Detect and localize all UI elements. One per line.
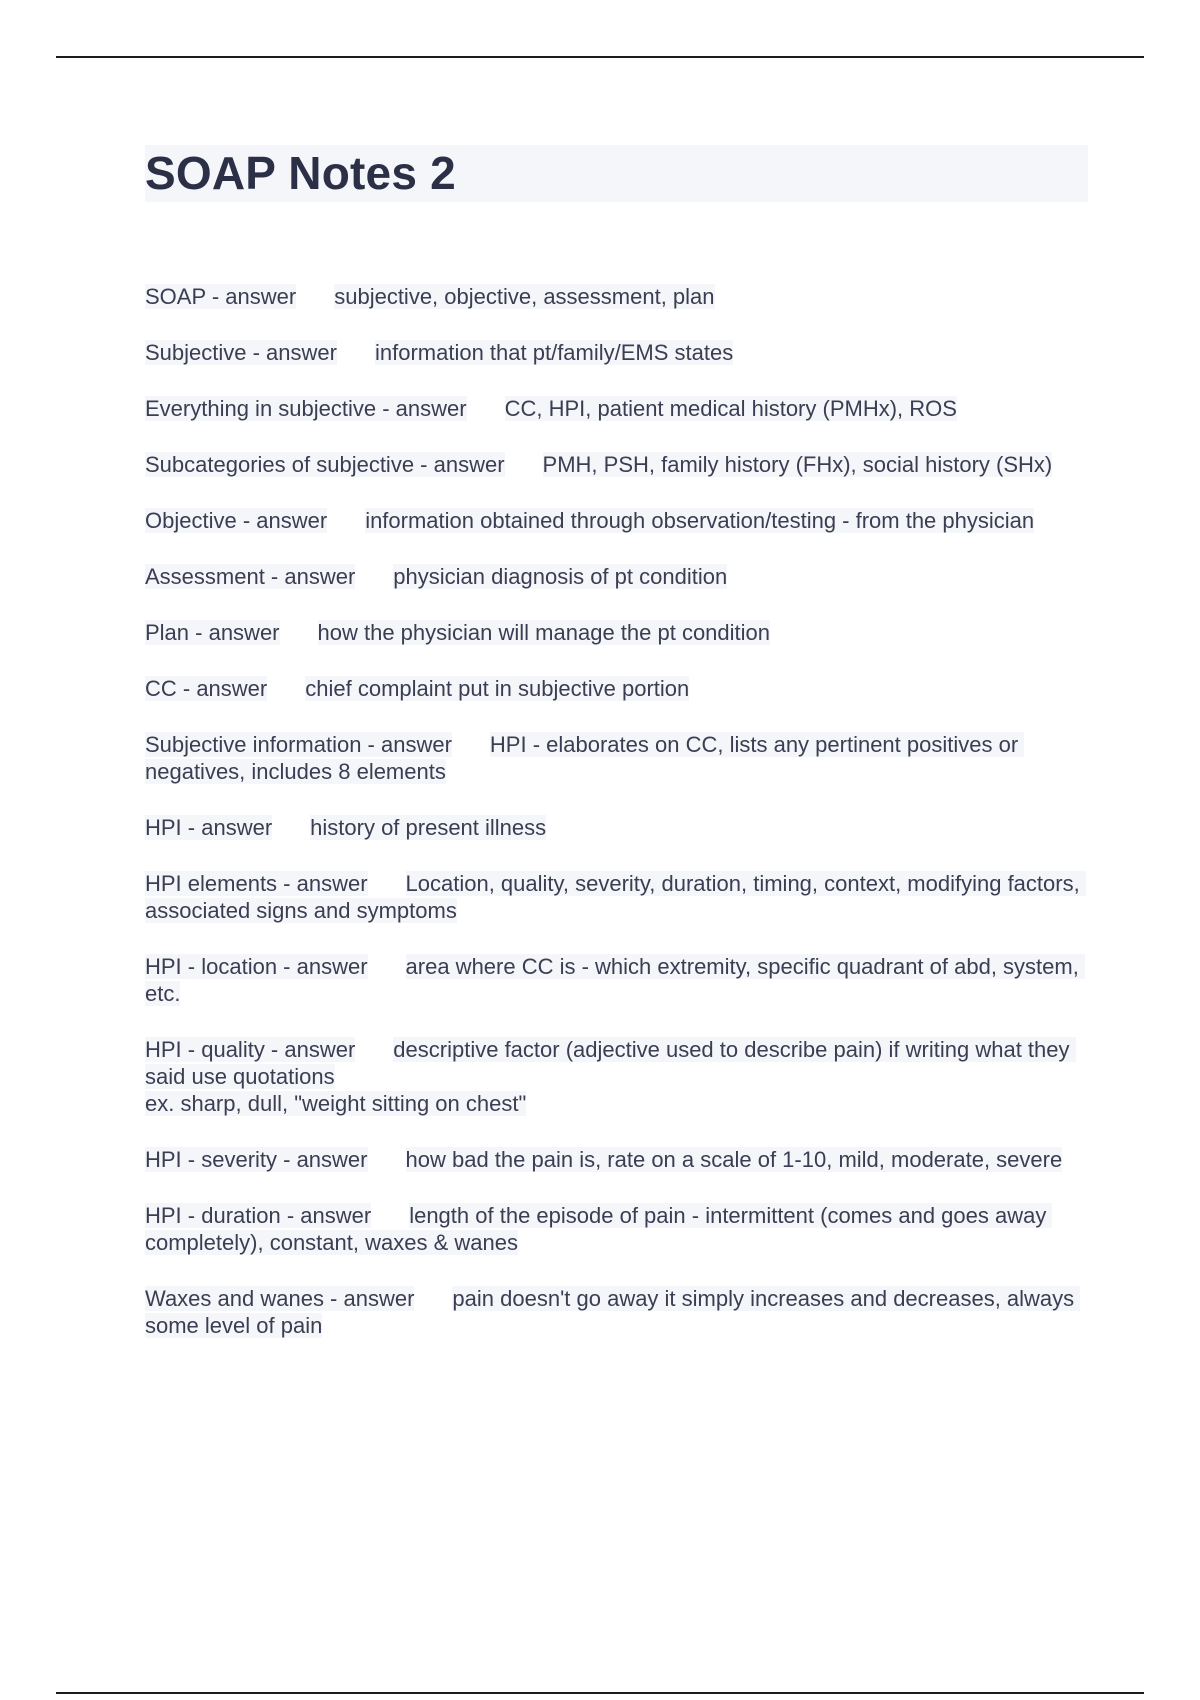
list-item	[145, 563, 1090, 590]
item-definition: length of the episode of pain - intermittent (comes and goes away completely), constant, waxes & wanes	[145, 1203, 1053, 1255]
item-definition: how bad the pain is, rate on a scale of 1-10, mild, moderate, severe	[405, 1147, 1063, 1172]
item-term: Subcategories of subjective - answer	[145, 452, 505, 477]
item-term: HPI - quality - answer	[145, 1037, 356, 1062]
list-item	[145, 1202, 1090, 1256]
item-term: HPI - answer	[145, 815, 273, 840]
item-term: SOAP - answer	[145, 284, 297, 309]
bottom-rule	[56, 1692, 1144, 1694]
item-definition: how the physician will manage the pt condition	[317, 620, 771, 645]
flashcard-list	[145, 283, 1090, 1368]
list-item	[145, 1146, 1090, 1173]
item-definition: chief complaint put in subjective portion	[305, 676, 690, 701]
list-item	[145, 1285, 1090, 1339]
list-item	[145, 1036, 1090, 1117]
list-item	[145, 870, 1090, 924]
item-term: Plan - answer	[145, 620, 280, 645]
list-item	[145, 814, 1090, 841]
item-definition: information obtained through observation/testing - from the physician	[365, 508, 1035, 533]
list-item	[145, 731, 1090, 785]
item-term: HPI elements - answer	[145, 871, 368, 896]
item-definition: CC, HPI, patient medical history (PMHx), ROS	[504, 396, 957, 421]
item-definition: pain doesn't go away it simply increases and decreases, always some level of pain	[145, 1286, 1081, 1338]
item-definition: Location, quality, severity, duration, timing, context, modifying factors, associated signs and symptoms	[145, 871, 1086, 923]
item-term: Assessment - answer	[145, 564, 356, 589]
item-definition: information that pt/family/EMS states	[374, 340, 734, 365]
item-definition: area where CC is - which extremity, specific quadrant of abd, system, etc.	[145, 954, 1085, 1006]
item-definition: PMH, PSH, family history (FHx), social history (SHx)	[542, 452, 1053, 477]
top-rule	[56, 56, 1144, 58]
item-term: Waxes and wanes - answer	[145, 1286, 415, 1311]
list-item	[145, 675, 1090, 702]
item-definition: physician diagnosis of pt condition	[393, 564, 728, 589]
item-term: CC - answer	[145, 676, 268, 701]
item-term: Everything in subjective - answer	[145, 396, 467, 421]
list-item	[145, 953, 1090, 1007]
list-item	[145, 339, 1090, 366]
item-definition: descriptive factor (adjective used to describe pain) if writing what they said use quotations ex. sharp, dull, "weight sitting on chest"	[145, 1037, 1076, 1116]
list-item	[145, 451, 1090, 478]
item-definition: history of present illness	[310, 815, 547, 840]
item-definition: subjective, objective, assessment, plan	[334, 284, 715, 309]
item-term: HPI - severity - answer	[145, 1147, 368, 1172]
item-term: HPI - location - answer	[145, 954, 368, 979]
list-item	[145, 395, 1090, 422]
item-definition: HPI - elaborates on CC, lists any pertinent positives or negatives, includes 8 elements	[145, 732, 1025, 784]
item-term: Subjective - answer	[145, 340, 337, 365]
item-term: Objective - answer	[145, 508, 328, 533]
item-term: HPI - duration - answer	[145, 1203, 372, 1228]
list-item	[145, 283, 1090, 310]
page-title: SOAP Notes 2	[145, 147, 456, 199]
list-item	[145, 507, 1090, 534]
list-item	[145, 619, 1090, 646]
item-term: Subjective information - answer	[145, 732, 452, 757]
